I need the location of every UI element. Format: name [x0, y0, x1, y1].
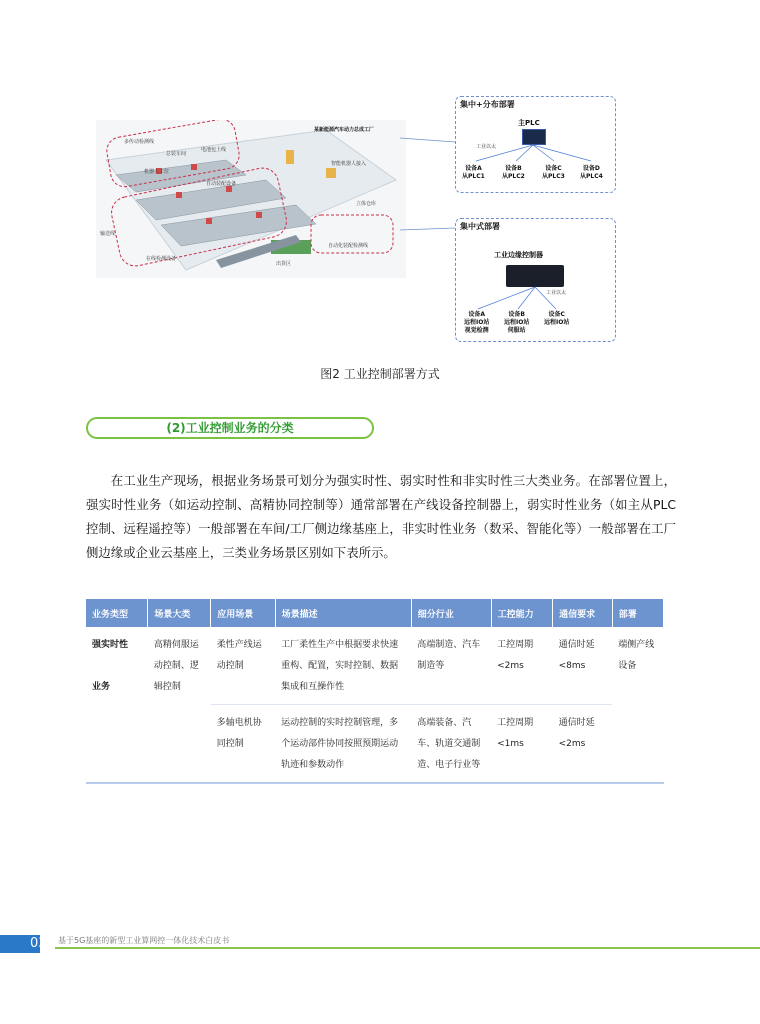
device-name: 设备A [465, 165, 482, 172]
factory-label: 机器人工位 [144, 169, 170, 175]
device-name: 设备B [505, 165, 522, 172]
communication-cell: 通信时延<2ms [553, 705, 613, 784]
factory-label: 自动化装配检测线 [328, 243, 369, 249]
device-role: 从PLC1 [462, 173, 485, 180]
page-number: 03 [30, 936, 47, 951]
column-header: 场景描述 [275, 599, 411, 627]
device-role: 远程IO站 [504, 319, 530, 326]
device-name: 设备C [545, 165, 562, 172]
ethernet-label: 工业以太 [546, 290, 567, 296]
device-role: 从PLC4 [580, 173, 603, 180]
device-role: 从PLC2 [502, 173, 525, 180]
network-lines [456, 141, 615, 165]
box-title: 集中+分布部署 [460, 100, 515, 109]
business-type-line: 强实时性 [92, 640, 129, 650]
industry-cell: 高端装备、汽车、轨道交通制造、电子行业等 [411, 705, 491, 784]
factory-label: 出货区 [276, 261, 292, 267]
factory-title: 某新能源汽车动力总成工厂 [314, 127, 375, 133]
business-type-line: 业务 [92, 682, 111, 692]
footer-divider [55, 947, 760, 949]
box-title: 集中式部署 [460, 222, 500, 231]
column-header: 工控能力 [491, 599, 553, 627]
description-cell: 工厂柔性生产中根据要求快速重构、配置，实时控制、数据集成和互操作性 [275, 627, 411, 705]
factory-label: 多传动检测线 [124, 139, 155, 145]
factory-label: 立体仓库 [356, 201, 377, 207]
edge-controller-icon [506, 265, 564, 287]
factory-illustration [96, 120, 406, 278]
column-header: 业务类型 [86, 599, 148, 627]
deployment-cell: 端侧产线设备 [612, 627, 663, 783]
application-cell: 柔性产线运动控制 [211, 627, 275, 705]
factory-label: 输送线 [100, 231, 116, 237]
factory-label: 电池包上线 [201, 147, 227, 153]
column-header: 通信要求 [553, 599, 613, 627]
factory-label: 在线检测设备 [146, 256, 177, 262]
scene-category-cell: 高精伺服运动控制、逻辑控制 [148, 627, 211, 783]
device-c [544, 311, 569, 327]
device-extra: 视觉检测 [464, 327, 489, 334]
description-cell: 运动控制的实时控制管理，多个运动部件协同按照预期运动轨迹和参数动作 [275, 705, 411, 784]
table-row [86, 627, 664, 705]
capability-cell: 工控周期<1ms [491, 705, 553, 784]
device-role: 远程IO站 [544, 319, 570, 326]
table-header-row [86, 599, 664, 627]
device-b [502, 165, 525, 181]
column-header: 细分行业 [411, 599, 491, 627]
industry-cell: 高端制造、汽车制造等 [411, 627, 491, 705]
business-table [86, 599, 664, 784]
section-title: (2)工业控制业务的分类 [86, 417, 374, 439]
edge-controller-label: 工业边缘控制器 [494, 251, 543, 259]
device-name: 设备B [508, 311, 525, 318]
device-b [504, 311, 529, 335]
factory-label: 智能机器人接入 [331, 161, 367, 167]
device-c [542, 165, 565, 181]
connector-lines [400, 120, 460, 250]
ethernet-label: 工业以太 [476, 144, 497, 150]
network-lines [456, 285, 615, 311]
deployment-box-centralized [455, 218, 616, 342]
capability-cell: 工控周期<2ms [491, 627, 553, 705]
figure-caption: 图2 工业控制部署方式 [320, 367, 440, 381]
factory-label: 总装车间 [166, 151, 187, 157]
business-type-cell [86, 627, 148, 783]
device-extra: 伺服站 [507, 327, 526, 334]
device-d [580, 165, 603, 181]
device-a [464, 311, 489, 335]
paragraph-text: 在工业生产现场，根据业务场景可划分为强实时性、弱实时性和非实时性三大类业务。在部署位置上，强实时性业务（如运动控制、高精协同控制等）通常部署在产线设备控制器上，弱实时性业务（如主从PLC控制、远程遥控等）一般部署在车间/工厂侧边缘基座上，非实时性业务（数采、智能化等）一般部署在工厂侧边缘或企业云基座上，三类业务场景区别如下表所示。 [86, 473, 676, 560]
device-role: 从PLC3 [542, 173, 565, 180]
device-name: 设备A [468, 311, 485, 318]
footer-title: 基于5G基座的新型工业算网控一体化技术白皮书 [58, 936, 230, 945]
device-name: 设备C [548, 311, 565, 318]
column-header: 部署 [612, 599, 663, 627]
master-plc-label: 主PLC [518, 119, 540, 127]
column-header: 场景大类 [148, 599, 211, 627]
device-name: 设备D [582, 165, 600, 172]
application-cell: 多轴电机协同控制 [211, 705, 275, 784]
column-header: 应用场景 [211, 599, 275, 627]
communication-cell: 通信时延<8ms [553, 627, 613, 705]
device-a [462, 165, 485, 181]
body-paragraph [86, 469, 676, 565]
device-role: 远程IO站 [464, 319, 490, 326]
factory-label: 自动装配设备 [206, 181, 237, 187]
deployment-box-distributed [455, 96, 616, 193]
